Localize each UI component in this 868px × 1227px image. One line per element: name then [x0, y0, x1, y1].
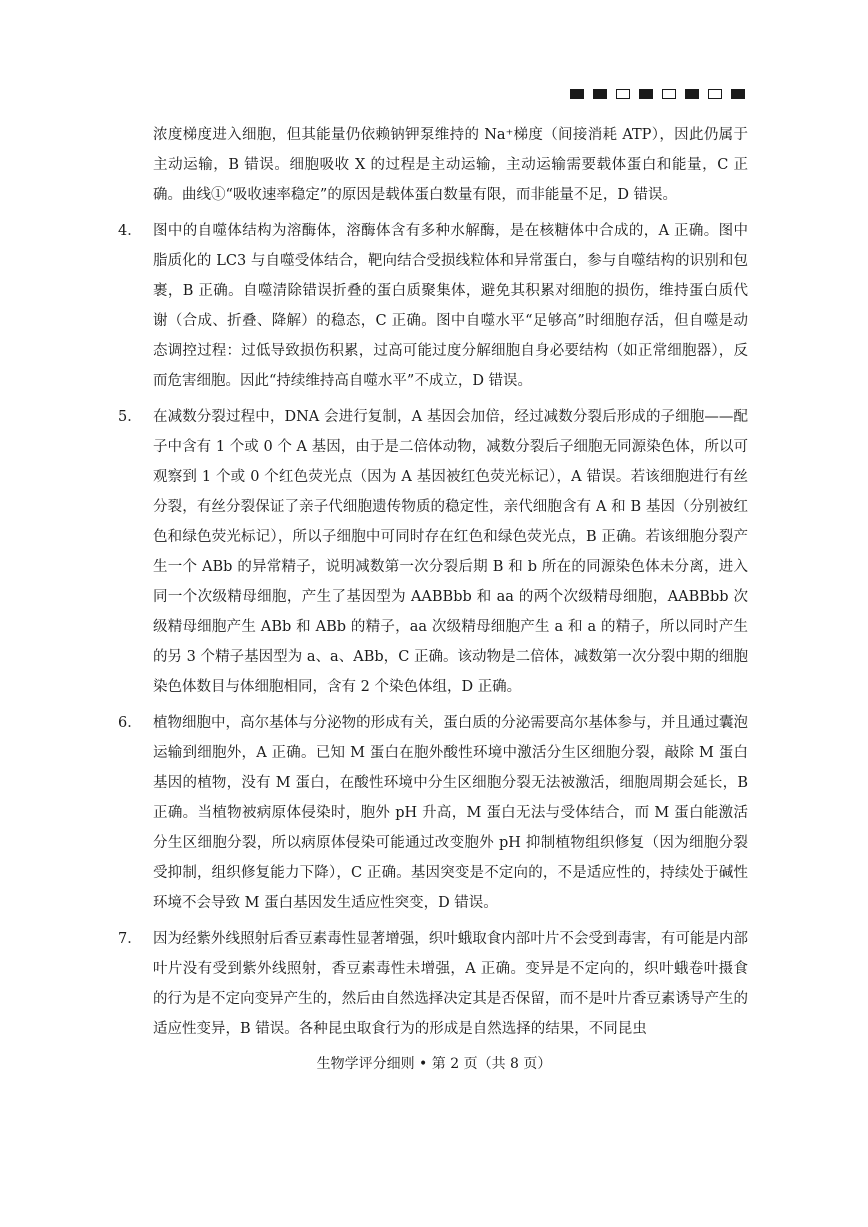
item-text: 图中的自噬体结构为溶酶体，溶酶体含有多种水解酶，是在核糖体中合成的，A 正确。图中脂质化的 LC3 与自噬受体结合，靶向结合受损线粒体和异常蛋白，参与自噬结构的识别和包裹，B 正确。自噬清除错误折叠的蛋白质聚集体，避免其积累对细胞的损伤，维持蛋白质代谢（合成、折叠、降解）的稳态，C 正确。图中自噬水平“足够高”时细胞存活，但自噬是动态调控过程：过低导致损伤积累，过高可能过度分解细胞自身必要结构（如正常细胞器），反而危害细胞。因此“持续维持高自噬水平”不成立，D 错误。 [153, 223, 748, 389]
item-text: 在减数分裂过程中，DNA 会进行复制，A 基因会加倍，经过减数分裂后形成的子细胞——配子中含有 1 个或 0 个 A 基因，由于是二倍体动物，减数分裂后子细胞无同源染色体，所以可观察到 1 个或 0 个红色荧光点（因为 A 基因被红色荧光标记），A 错误。若该细胞进行有丝分裂，有丝分裂保证了亲子代细胞遗传物质的稳定性，亲代细胞含有 A 和 B 基因（分别被红色和绿色荧光标记），所以子细胞中可同时存在红色和绿色荧光点，B 正确。若该细胞分裂产生一个 ABb 的异常精子，说明减数第一次分裂后期 B 和 b 所在的同源染色体未分离，进入同一个次级精母细胞，产生了基因型为 AABBbb 和 aa 的两个次级精母细胞，AABBbb 次级精母细胞产生 ABb 和 ABb 的精子，aa 次级精母细胞产生 a 和 a 的精子，所以同时产生的另 3 个精子基因型为 a、a、ABb，C 正确。该动物是二倍体，减数第一次分裂中期的细胞染色体数目与体细胞相同，含有 2 个染色体组，D 正确。 [153, 409, 748, 695]
item-text: 植物细胞中，高尔基体与分泌物的形成有关，蛋白质的分泌需要高尔基体参与，并且通过囊泡运输到细胞外，A 正确。已知 M 蛋白在胞外酸性环境中激活分生区细胞分裂，敲除 M 蛋白基因的植物，没有 M 蛋白，在酸性环境中分生区细胞分裂无法被激活，细胞周期会延长，B 正确。当植物被病原体侵染时，胞外 pH 升高，M 蛋白无法与受体结合，而 M 蛋白能激活分生区细胞分裂，所以病原体侵染可能通过改变胞外 pH 抑制植物组织修复（因为细胞分裂受抑制，组织修复能力下降），C 正确。基因突变是不定向的，不是适应性的，持续处于碱性环境不会导致 M 蛋白基因发生适应性突变，D 错误。 [153, 715, 748, 911]
header-mark [731, 89, 745, 99]
header-mark [570, 89, 584, 99]
header-mark [616, 89, 630, 99]
header-mark [593, 89, 607, 99]
header-mark [639, 89, 653, 99]
item-number: 5． [118, 409, 142, 425]
document-body [118, 120, 748, 1044]
item-number: 7． [118, 931, 142, 947]
item-number: 4． [118, 223, 142, 239]
page-footer: 生物学评分细则 • 第 2 页（共 8 页） [316, 1056, 552, 1072]
answer-item-5 [118, 402, 748, 702]
answer-item-6 [118, 708, 748, 918]
answer-item-4 [118, 216, 748, 396]
header-mark [708, 89, 722, 99]
header-mark [662, 89, 676, 99]
answer-item-7 [118, 924, 748, 1044]
item-number: 6． [118, 715, 142, 731]
continuation-paragraph: 浓度梯度进入细胞，但其能量仍依赖钠钾泵维持的 Na⁺梯度（间接消耗 ATP），因此仍属于主动运输，B 错误。细胞吸收 X 的过程是主动运输，主动运输需要载体蛋白和能量，C 正确。曲线①“吸收速率稳定”的原因是载体蛋白数量有限，而非能量不足，D 错误。 [153, 127, 748, 203]
item-text: 因为经紫外线照射后香豆素毒性显著增强，织叶蛾取食内部叶片不会受到毒害，有可能是内部叶片没有受到紫外线照射，香豆素毒性未增强，A 正确。变异是不定向的，织叶蛾卷叶摄食的行为是不定向变异产生的，然后由自然选择决定其是否保留，而不是叶片香豆素诱导产生的适应性变异，B 错误。各种昆虫取食行为的形成是自然选择的结果，不同昆虫 [153, 931, 748, 1037]
page-header-marks [570, 89, 750, 103]
header-mark [685, 89, 699, 99]
